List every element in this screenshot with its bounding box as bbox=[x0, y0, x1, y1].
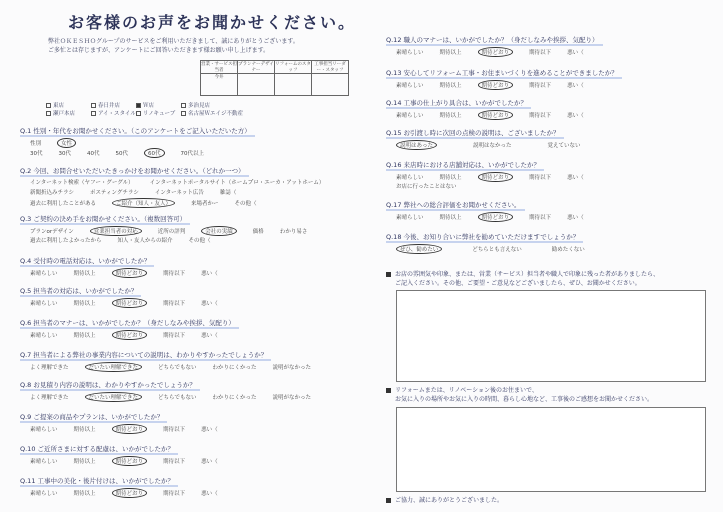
question-13: Q.13 安心してリフォーム工事・お住まいづくりを進めることができましたか？ bbox=[386, 68, 622, 79]
checkbox-icon bbox=[46, 111, 51, 116]
question-5: Q.5 担当者の対応は、いかがでしたか？ bbox=[20, 286, 141, 297]
checkbox-icon bbox=[136, 111, 141, 116]
question-1: Q.1 性別・年代をお聞かせください。（このアンケートをご記入いただいた方） bbox=[20, 126, 255, 137]
checkbox-icon bbox=[181, 111, 186, 116]
staff-table: 営業・サービス担当者 プランナーデザイナー リフォームのスタッフ 工事担当リーダー・スタッフ 今井 bbox=[200, 60, 349, 96]
q1-ages: 30代 30代 40代 50代 60代 70代以上 bbox=[30, 148, 220, 158]
q1-gender: 性別 女性 bbox=[30, 138, 92, 148]
page-title: お客様のお声をお聞かせください。 bbox=[68, 13, 357, 32]
intro-text: 弊社ＯＫＥＳＨＯグループのサービスをご利用いただきまして、誠にありがとうございます。 ご多忙とは存じますが、アンケートにご回答いただきます様お願い申し上げます。 bbox=[48, 38, 299, 54]
square-bullet-icon bbox=[386, 498, 391, 503]
survey-sheet: お客様のお声をお聞かせください。 弊社ＯＫＥＳＨＯグループのサービスをご利用いただきまして、誠にありがとうございます。 ご多忙とは存じますが、アンケートにご回答いただきます様お願い申し上げます。 営業・サービス担当者 プランナーデザイナー リフォームのスタッフ 工事担当リーダー・スタッフ 今井 東店 春日井店 Ｗ店 多治見店 瀬戸本店 アイ・スタイル リノキューブ 名古屋Ｗエイジ不動産 Q.1 性別・年代をお聞かせください。（このアンケートをご記入いただいた方） 性別 女性 30代 30代 40代 50代 60代 70代以上 Q.2 今回、お問合せいただいたきっかけをお聞かせください。（どれか一つ） インターネット検索（ヤフー・グーグル） インターネットポータルサイト（ホームプロ・エーカ・アットホーム） 新聞折込みチラシ ポスティングチラシ インターネット広告 雑誌（ 過去に利用したことがある ご紹介（知人・友人） 来場者かー その他（ Q.3 ご契約の決め手をお聞かせください。（複数回答可） プランorデザイン 営業担当者の対応 近所の評判 会社の実績 価格 わかり易さ 過去に利用したよかったから 知人・友人からの紹介 その他（ Q.4 受付時の電話対応は、いかがでしたか？ 素晴らしい 期待以上 期待どおり 期待以下 悪い（ Q.5 担当者の対応は、いかがでしたか？ 素晴らしい 期待以上 期待どおり 期待以下 悪い（ Q.6 担当者のマナーは、いかがでしたか？（身だしなみや挨拶、気配り） 素晴らしい 期待以上 期待どおり 期待以下 悪い（ Q.7 担当者による弊社の事業内容についての説明は、わかりやすかったでしょうか？ よく理解できた だいたい理解できた どちらでもない わかりにくかった 説明がなかった Q.8 お見積り内容の説明は、わかりやすかったでしょうか？ よく理解できた だいたい理解できた どちらでもない わかりにくかった 説明がなかった Q.9 ご提案の商品やプランは、いかがでしたか？ 素晴らしい 期待以上 期待どおり 期待以下 悪い（ Q.10 ご近所さまに対する配慮は、いかがでしたか？ 素晴らしい 期待以上 期待どおり 期待以下 悪い（ Q.11 工事中の美化・後片付けは、いかがでしたか？ 素晴らしい 期待以上 期待どおり 期待以下 悪い（ Q.12 職人のマナーは、いかがでしたか？（身だしなみや挨拶、気配り） 素晴らしい 期待以上 期待どおり 期待以下 悪い（ Q.13 安心してリフォーム工事・お住まいづくりを進めることができましたか？ 素晴らしい 期待以上 期待どおり 期待以下 悪い（ Q.14 工事の仕上がり具合は、いかがでしたか？ 素晴らしい 期待以上 期待どおり 期待以下 悪い（ Q.15 お引渡し時に次回の点検の説明は、ございましたか？ 説明はあった 説明はなかった 覚えていない Q.16 来店時における店舗対応は、いかがでしたか？ 素晴らしい 期待以上 期待どおり 期待以下 悪い（ お店に行ったことはない Q.17 弊社への総合評価をお聞かせください。 素晴らしい 期待以上 期待どおり 期待以下 悪い（ Q.18 今後、お知り合いに弊社を勧めていただけますでしょうか？ ぜひ、勧めたい どちらとも言えない 勧めたくない お店の雰囲気や印象、または、営業（サービス）担当者や職人で印象に残った者がありましたら、 ご記入ください。その他、ご要望・ご意見などございましたら、ぜひ、お聞かせください。 リフォームまたは、リノベーション後のお住まいで、 お気に入りの場所やお気に入りの時間、暮らし心地など、工事後のご感想をお聞かせください。 ご協力、誠にありがとうございました。 bbox=[0, 0, 723, 512]
question-7: Q.7 担当者による弊社の事業内容についての説明は、わかりやすかったでしょうか？ bbox=[20, 350, 271, 361]
question-18: Q.18 今後、お知り合いに弊社を勧めていただけますでしょうか？ bbox=[386, 232, 583, 243]
free-comment-2-prompt: リフォームまたは、リノベーション後のお住まいで、 お気に入りの場所やお気に入りの時間、暮らし心地など、工事後のご感想をお聞かせください。 bbox=[386, 386, 653, 404]
checkbox-icon bbox=[46, 103, 51, 108]
question-2: Q.2 今回、お問合せいただいたきっかけをお聞かせください。（どれか一つ） bbox=[20, 166, 249, 177]
thanks-text: ご協力、誠にありがとうございました。 bbox=[386, 496, 503, 505]
checkbox-icon bbox=[91, 103, 96, 108]
question-11: Q.11 工事中の美化・後片付けは、いかがでしたか？ bbox=[20, 476, 178, 487]
question-14: Q.14 工事の仕上がり具合は、いかがでしたか？ bbox=[386, 98, 531, 109]
square-bullet-icon bbox=[386, 388, 391, 393]
question-3: Q.3 ご契約の決め手をお聞かせください。（複数回答可） bbox=[20, 214, 190, 225]
question-6: Q.6 担当者のマナーは、いかがでしたか？（身だしなみや挨拶、気配り） bbox=[20, 318, 239, 329]
question-9: Q.9 ご提案の商品やプランは、いかがでしたか？ bbox=[20, 412, 167, 423]
question-17: Q.17 弊社への総合評価をお聞かせください。 bbox=[386, 200, 525, 211]
square-bullet-icon bbox=[386, 272, 391, 277]
question-16: Q.16 来店時における店舗対応は、いかがでしたか？ bbox=[386, 160, 544, 171]
staff-name-handwritten: 今井 bbox=[201, 74, 238, 96]
question-10: Q.10 ご近所さまに対する配慮は、いかがでしたか？ bbox=[20, 444, 178, 455]
free-comment-1-box[interactable] bbox=[396, 290, 706, 382]
question-8: Q.8 お見積り内容の説明は、わかりやすかったでしょうか？ bbox=[20, 380, 200, 391]
checkbox-icon bbox=[181, 103, 186, 108]
question-4: Q.4 受付時の電話対応は、いかがでしたか？ bbox=[20, 256, 154, 267]
store-checkboxes: 東店 春日井店 Ｗ店 多治見店 瀬戸本店 アイ・スタイル リノキューブ 名古屋Ｗエイジ不動産 bbox=[46, 102, 276, 118]
free-comment-2-box[interactable] bbox=[396, 407, 706, 492]
checkbox-icon bbox=[91, 111, 96, 116]
free-comment-1-prompt: お店の雰囲気や印象、または、営業（サービス）担当者や職人で印象に残った者がありましたら、 ご記入ください。その他、ご要望・ご意見などございましたら、ぜひ、お聞かせください。 bbox=[386, 270, 659, 288]
checkbox-icon bbox=[136, 103, 141, 108]
question-15: Q.15 お引渡し時に次回の点検の説明は、ございましたか？ bbox=[386, 128, 564, 139]
question-12: Q.12 職人のマナーは、いかがでしたか？（身だしなみや挨拶、気配り） bbox=[386, 35, 603, 46]
